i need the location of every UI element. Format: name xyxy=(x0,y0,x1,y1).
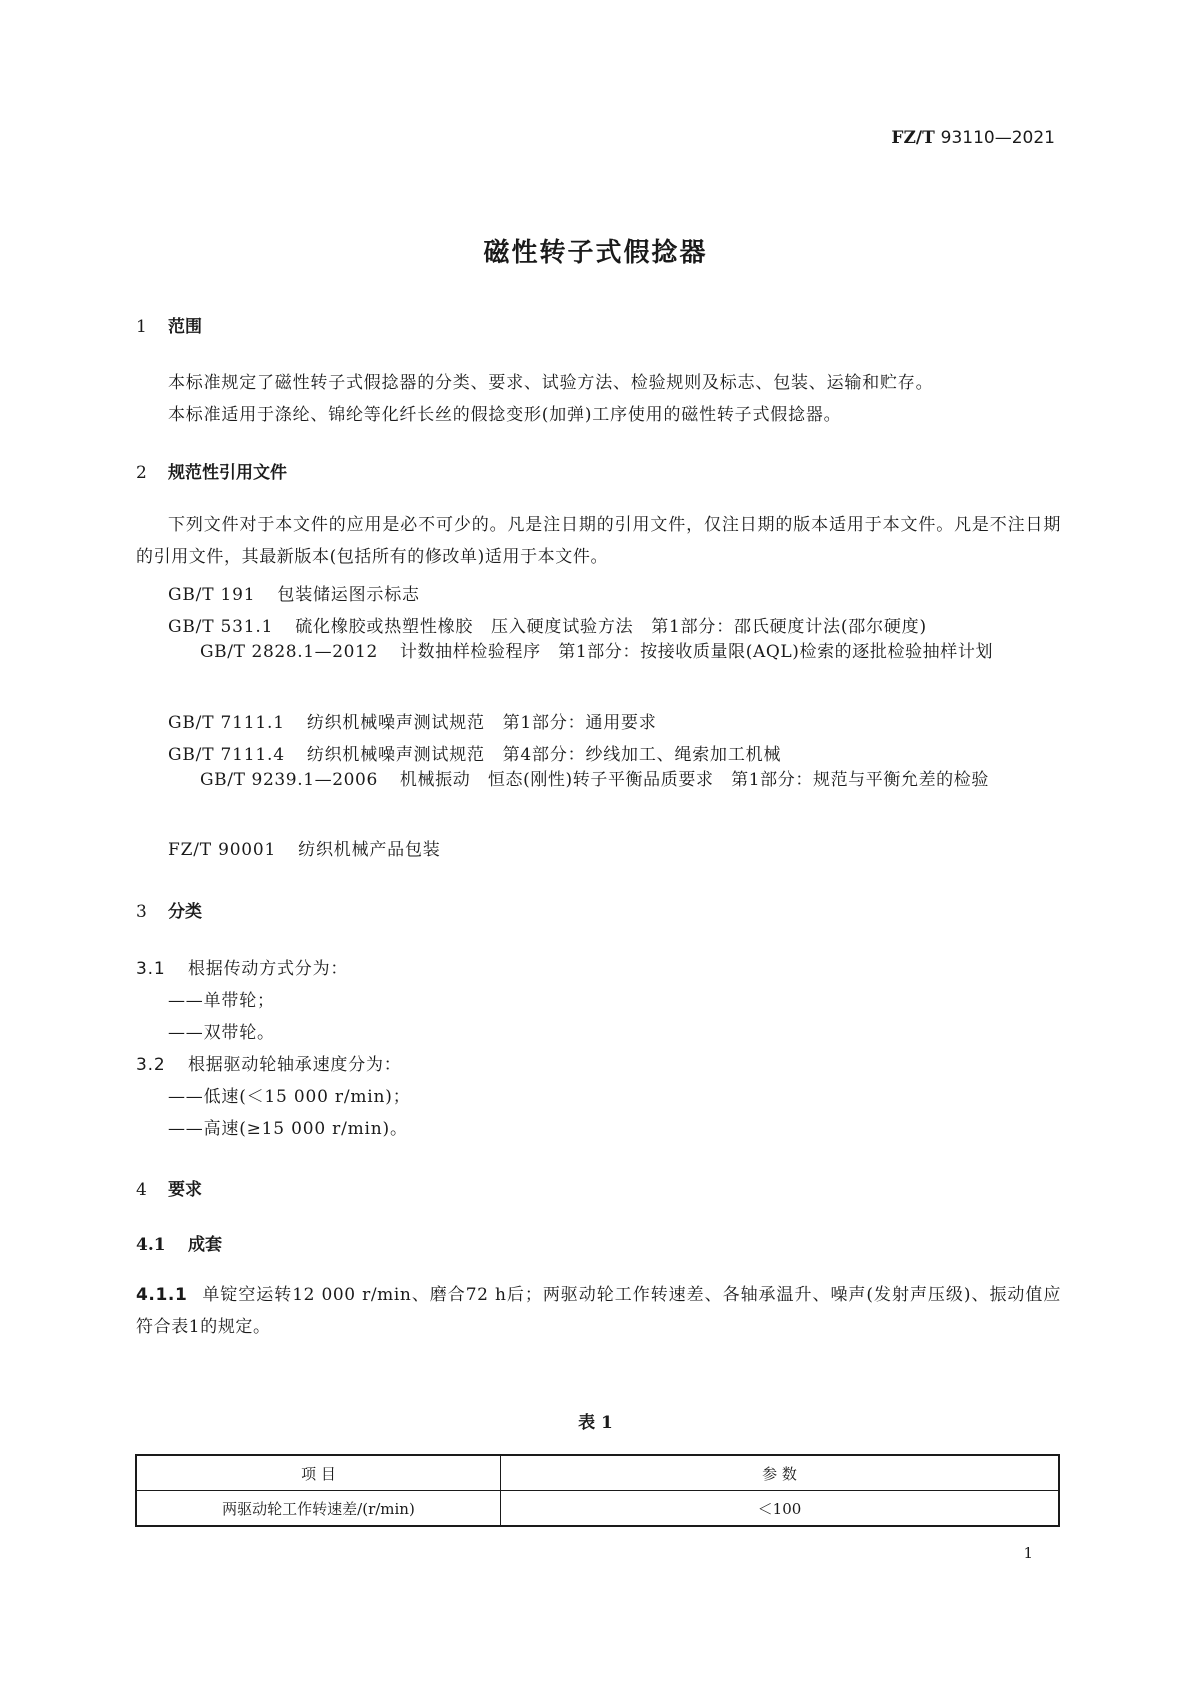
reference-code: GB/T 7111.4 xyxy=(168,745,285,765)
document-title: 磁性转子式假捻器 xyxy=(483,238,708,268)
list-item: ——低速(＜15 000 r/min)； xyxy=(168,1087,411,1107)
list-item: ——单带轮； xyxy=(168,991,275,1011)
reference-item xyxy=(136,636,1061,668)
section-number: 1 xyxy=(136,317,147,337)
reference-item xyxy=(168,835,441,860)
clause-text: 根据驱动轮轴承速度分为： xyxy=(188,1055,402,1075)
section-title: 要求 xyxy=(168,1180,202,1200)
subsection-title: 成套 xyxy=(188,1235,222,1255)
reference-title: 纺织机械噪声测试规范 第1部分：通用要求 xyxy=(306,713,657,733)
reference-item xyxy=(168,740,781,765)
reference-title: 硫化橡胶或热塑性橡胶 压入硬度试验方法 第1部分：邵氏硬度计法(邵尔硬度) xyxy=(295,617,927,637)
section-2-heading xyxy=(136,458,287,483)
reference-item xyxy=(168,708,657,733)
clause-4-1-1 xyxy=(136,1279,1061,1343)
section-number: 2 xyxy=(136,463,147,483)
reference-title: 纺织机械产品包装 xyxy=(298,840,441,860)
clause-number: 3.2 xyxy=(136,1055,166,1075)
clause-3-2 xyxy=(136,1050,402,1075)
section-3-heading xyxy=(136,897,202,922)
standard-code xyxy=(891,128,1055,148)
paragraph: 本标准适用于涤纶、锦纶等化纤长丝的假捻变形(加弹)工序使用的磁性转子式假捻器。 xyxy=(168,405,842,425)
reference-code: FZ/T 90001 xyxy=(168,840,277,860)
paragraph: 本标准规定了磁性转子式假捻器的分类、要求、试验方法、检验规则及标志、包装、运输和贮存。 xyxy=(168,373,934,393)
reference-item xyxy=(168,612,927,637)
reference-code: GB/T 2828.1—2012 xyxy=(200,642,378,662)
section-number: 4 xyxy=(136,1180,147,1200)
table-cell: ＜100 xyxy=(501,1491,1060,1527)
intro-paragraph: 下列文件对于本文件的应用是必不可少的。凡是注日期的引用文件，仅注日期的版本适用于本文件。凡是不注日期的引用文件，其最新版本(包括所有的修改单)适用于本文件。 xyxy=(136,515,1061,567)
reference-title: 机械振动 恒态(刚性)转子平衡品质要求 第1部分：规范与平衡允差的检验 xyxy=(399,770,989,790)
clause-3-1 xyxy=(136,954,348,979)
table-title: 表 1 xyxy=(578,1413,613,1433)
standard-prefix: FZ/T xyxy=(891,128,935,148)
table-header-row xyxy=(136,1455,1059,1491)
standard-number: 93110—2021 xyxy=(940,128,1055,148)
reference-code: GB/T 191 xyxy=(168,585,256,605)
reference-item xyxy=(168,580,420,605)
section-1-heading xyxy=(136,312,202,337)
reference-code: GB/T 9239.1—2006 xyxy=(200,770,378,790)
section-number: 3 xyxy=(136,902,147,922)
clause-number: 4.1.1 xyxy=(136,1285,188,1305)
subsection-4-1-heading xyxy=(136,1230,222,1255)
clause-number: 3.1 xyxy=(136,959,166,979)
list-item: ——双带轮。 xyxy=(168,1023,275,1043)
subsection-number: 4.1 xyxy=(136,1235,166,1255)
list-item: ——高速(≥15 000 r/min)。 xyxy=(168,1119,408,1139)
section-4-heading xyxy=(136,1175,202,1200)
clause-text: 单锭空运转12 000 r/min、磨合72 h后；两驱动轮工作转速差、各轴承温升、噪声(发射声压级)、振动值应符合表1的规定。 xyxy=(136,1285,1061,1337)
clause-text: 根据传动方式分为： xyxy=(188,959,349,979)
reference-code: GB/T 531.1 xyxy=(168,617,274,637)
table-1 xyxy=(135,1454,1060,1527)
table-cell: 两驱动轮工作转速差/(r/min) xyxy=(136,1491,501,1527)
reference-code: GB/T 7111.1 xyxy=(168,713,285,733)
section-title: 分类 xyxy=(168,902,202,922)
reference-title: 纺织机械噪声测试规范 第4部分：纱线加工、绳索加工机械 xyxy=(306,745,782,765)
page-number: 1 xyxy=(1023,1544,1033,1562)
table-row xyxy=(136,1491,1059,1527)
column-header: 参 数 xyxy=(501,1455,1060,1491)
reference-item xyxy=(136,764,1061,796)
section-title: 规范性引用文件 xyxy=(168,463,287,483)
column-header: 项 目 xyxy=(136,1455,501,1491)
reference-title: 计数抽样检验程序 第1部分：按接收质量限(AQL)检索的逐批检验抽样计划 xyxy=(399,642,994,662)
section-title: 范围 xyxy=(168,317,202,337)
reference-title: 包装储运图示标志 xyxy=(277,585,420,605)
